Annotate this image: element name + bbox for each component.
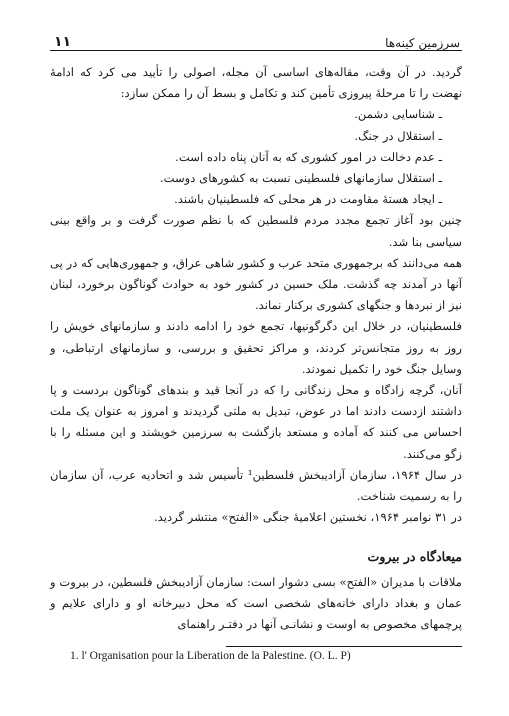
list-item: ـ استقلال در جنگ. [354,128,442,143]
paragraph: چنین بود آغاز تجمع مجدد مردم فلسطین که با نظم صورت گرفت و بر واقع بینی سیاسی بنا شد. [50,213,462,249]
paragraph: همه می‌دانند که برجمهوری متحد عرب و کشور شاهی عراق، و جمهوری‌هایی که در پی آنها در آمدند چه گذشت. ملک حسین در کشور خود به حوادث گوناگون برخورد، لبنان نیز از نبردها و جنگهای کشوری برکنار نماند. [50,255,462,313]
paragraph: در ۳۱ نوامبر ۱۹۶۴، نخستین اعلامیهٔ جنگی «الفتح» منتشر گردید. [153,510,462,525]
list-item: ـ شناسایی دشمن. [354,107,442,122]
page-header [50,28,462,51]
paragraph: در سال ۱۹۶۴، سازمان آزادیبخش فلسطین¹ تأسیس شد و اتحادیه عرب، آن سازمان را به رسمیت شناخت. [50,467,462,504]
page-number: ۱۱ [54,34,72,50]
footnote-divider [226,646,462,647]
page-body [50,62,462,635]
list-item: ـ ایجاد هستهٔ مقاومت در هر محلی که فلسطینیان باشند. [174,192,442,207]
running-title: سرزمین کینه‌ها [385,36,460,50]
list-item: ـ استقلال سازمانهای فلسطینی نسبت به کشورهای دوست. [159,171,442,186]
footnote: 1. l' Organisation pour la Liberation de la Palestine. (O. L. P) [70,650,351,662]
list-item: ـ عدم دخالت در امور کشوری که به آنان پناه داده است. [175,149,442,164]
paragraph: آنان، گرچه زادگاه و محل زندگانی را که در آنجا قید و بندهای گوناگون بردست و پا داشتند ازدست دادند اما در عوض، تبدیل به ملتی گردیدند و امروز به عنوان یک ملت احساس می کنند که آماده و مستعد بازگشت به سرزمین خویشند و این مسئله را با زگو می‌کنند. [50,383,462,461]
section-paragraph: ملاقات با مدیران «الفتح» بسی دشوار است: سازمان آزادیبخش فلسطین، در بیروت و عمان و بغداد دارای خانه‌های شخصی است که محل دبیرخانه او و دارای علایم و پرچمهای مخصوص به اوست و نشانـی آنها در دفتـر راهنمای [50,574,462,632]
section-heading: میعادگاه در بیروت [367,549,462,565]
book-page [50,28,462,688]
paragraph: گردید. در آن وقت، مقاله‌های اساسی آن مجله، اصولی را تأیید می کرد که ادامهٔ نهضت را تا مرحلهٔ پیروزی تأمین کند و تکامل و بسط آن را ممکن سازد: [50,65,462,101]
principles-list [50,104,462,210]
paragraph: فلسطینیان، در خلال این دگرگونیها، تجمع خود را ادامه دادند و سازمانهای خویش را روز به روز متجانس‌تر کردند، و مراکز تحقیق و بررسی، و سازمانهای ارتباطی، و وسایل جنگ خود را تکمیل نمودند. [50,319,462,376]
